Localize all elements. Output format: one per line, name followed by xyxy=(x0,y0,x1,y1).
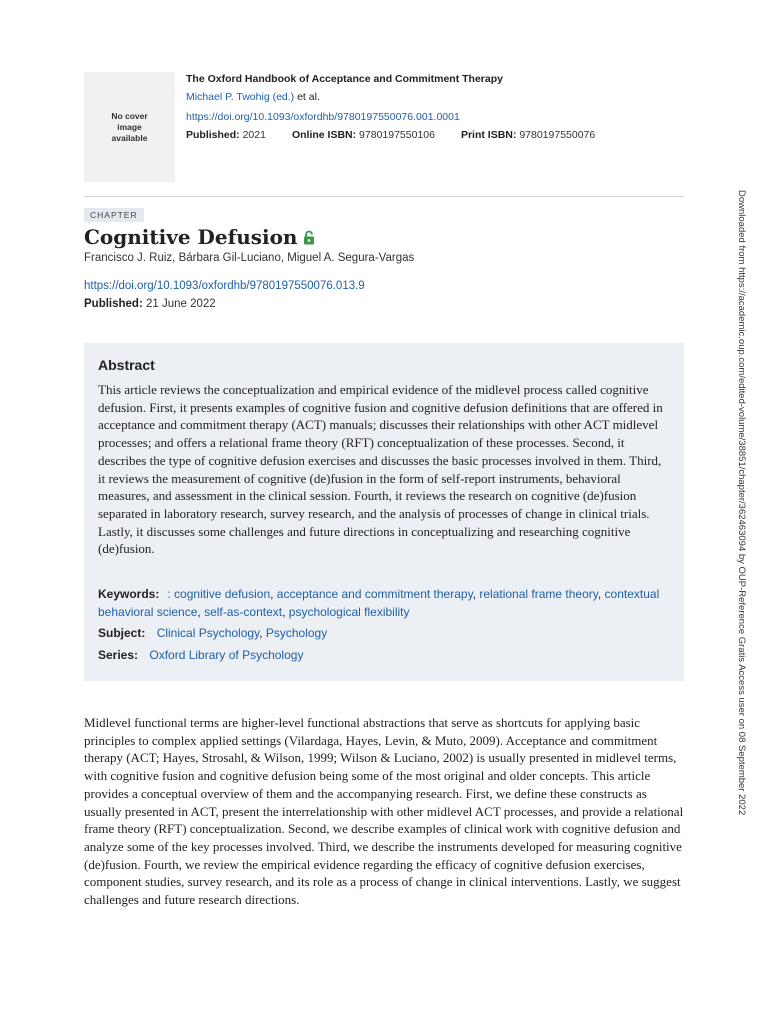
keyword-link[interactable]: self-as-context xyxy=(204,604,283,619)
series-link[interactable]: Oxford Library of Psychology xyxy=(149,647,304,662)
online-isbn-value: 9780197550106 xyxy=(359,129,435,141)
abstract-box xyxy=(84,343,684,681)
keyword-link[interactable]: acceptance and commitment therapy xyxy=(276,587,473,602)
book-published-label: Published: xyxy=(186,129,240,141)
editor-link[interactable]: Michael P. Twohig (ed.) xyxy=(186,91,295,103)
open-lock-icon xyxy=(303,230,315,245)
series-label: Series: xyxy=(98,647,139,662)
abstract-heading: Abstract xyxy=(98,357,155,373)
print-isbn xyxy=(461,129,595,141)
book-cover-placeholder xyxy=(84,72,175,182)
book-meta xyxy=(186,129,595,141)
book-info xyxy=(186,72,595,141)
keywords-label: Keywords: xyxy=(98,587,160,602)
chapter-title-row xyxy=(84,225,315,249)
chapter-title: Cognitive Defusion xyxy=(84,225,298,249)
keyword-link[interactable]: cognitive defusion xyxy=(174,587,271,602)
chapter-doi-link[interactable]: https://doi.org/10.1093/oxfordhb/9780197550076.013.9 xyxy=(84,280,365,292)
book-published-value: 2021 xyxy=(242,129,266,141)
keyword-link[interactable]: relational frame theory xyxy=(479,587,598,602)
book-editors xyxy=(186,91,595,103)
book-title: The Oxford Handbook of Acceptance and Commitment Therapy xyxy=(186,73,503,85)
subject-link[interactable]: Clinical Psychology xyxy=(156,626,260,641)
print-isbn-value: 9780197550076 xyxy=(519,129,596,141)
subject-label: Subject: xyxy=(98,626,146,641)
online-isbn-label: Online ISBN: xyxy=(291,129,357,141)
chapter-doi-wrap xyxy=(84,280,365,292)
chapter-authors: Francisco J. Ruiz, Bárbara Gil-Luciano, Miguel A. Segura-Vargas xyxy=(84,252,415,264)
chapter-published-value: 21 June 2022 xyxy=(145,298,216,310)
abstract-metadata xyxy=(98,586,670,664)
subject-row: Subject: Clinical Psychology, Psychology xyxy=(98,626,328,641)
abstract-text: This article reviews the conceptualization and empirical evidence of the midlevel process called cognitive defusion. First, it presents examples of cognitive fusion and cognitive defusion definitions that are offered in acceptance and commitment therapy (ACT) manuals; discusses their relationships with other ACT midlevel processes; and offers a relational frame theory (RFT) conceptualization of these processes. Second, it describes the type of cognitive defusion exercises and discusses the basic processes involved in them. Third, it reviews the measurement of cognitive (de)fusion in the form of self-report instruments, behavioral measures, and assessment in the clinical session. Fourth, it reviews the research on cognitive (de)fusion separated in laboratory research, survey research, and the analysis of processes of change in clinical trials. Lastly, it discusses some challenges and future directions in conceptualizing and researching cognitive (de)fusion. xyxy=(98,382,663,557)
et-al: et al. xyxy=(297,91,320,103)
download-watermark-text: Downloaded from https://academic.oup.com/edited-volume/38851/chapter/362463094 by OUP-Reference Gratis Access user on 08 September 2022 xyxy=(736,190,747,816)
download-watermark xyxy=(734,190,750,840)
series-row xyxy=(98,647,670,665)
print-isbn-label: Print ISBN: xyxy=(460,129,517,141)
body-paragraph: Midlevel functional terms are higher-level functional abstractions that serve as shortcuts for applying basic principles to complex applied settings (Vilardaga, Hayes, Levin, & Muto, 2009). Acceptance and commitment therapy (ACT; Hayes, Strosahl, & Wilson, 1999; Wilson & Luciano, 2002) is usually presented in midlevel terms, with cognitive fusion and cognitive defusion being some of the most original and older concepts. This article provides a conceptual overview of them and the accompanying research. First, we define these constructs as usually presented in ACT, present the interrelationship with other midlevel ACT processes, and provide a relational frame theory (RFT) conceptualization. Second, we describe examples of clinical work with cognitive defusion and analyze some of the key processes involved. Third, we describe the instruments developed for measuring cognitive (de)fusion. Fourth, we review the empirical evidence regarding the efficacy of cognitive defusion exercises, component studies, survey research, and its role as a process of change in clinical interventions. Lastly, we suggest challenges and future research directions. xyxy=(84,715,684,908)
chapter-published xyxy=(84,298,216,310)
keyword-link[interactable]: psychological flexibility xyxy=(288,604,410,619)
chapter-tag: CHAPTER xyxy=(84,208,144,222)
chapter-published-label: Published: xyxy=(84,298,143,310)
keywords-prefix: : xyxy=(167,587,171,602)
online-isbn xyxy=(292,129,435,141)
book-doi-link[interactable]: https://doi.org/10.1093/oxfordhb/9780197550076.001.0001 xyxy=(186,111,460,123)
book-published xyxy=(186,129,266,141)
keywords-row: Keywords: : cognitive defusion, acceptance and commitment therapy, relational frame theory, contextual behavioral science, self-as-context, psychological flexibility xyxy=(98,587,660,619)
subject-link[interactable]: Psychology xyxy=(265,626,328,641)
book-doi-wrap xyxy=(186,111,595,123)
header-divider xyxy=(84,196,684,197)
keyword-link[interactable]: contextual behavioral science xyxy=(98,587,660,619)
cover-placeholder-text: No cover image available xyxy=(111,110,148,143)
